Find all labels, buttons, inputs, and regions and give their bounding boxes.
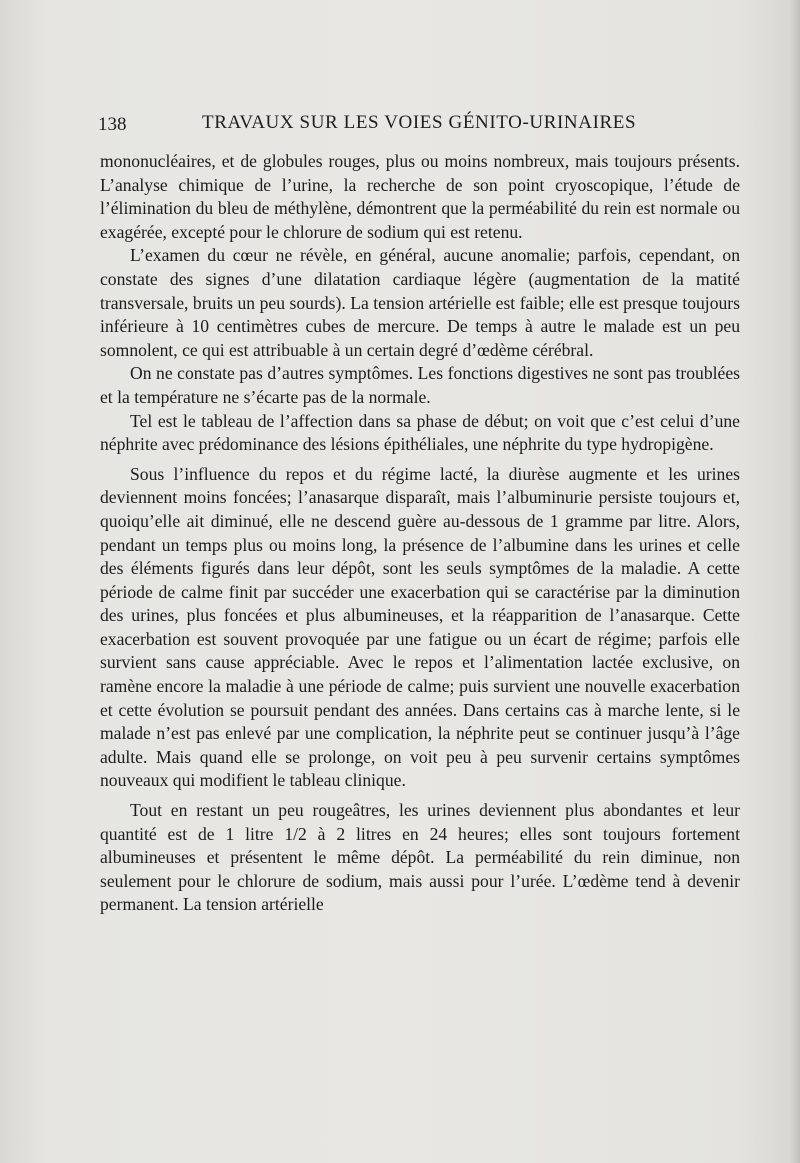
- paragraph-early-phase: Tel est le tableau de l’affection dans sa phase de début; on voit que c’est celui d’une néphrite avec prédominance des lésions épithéliales, une néphrite du type hydropigène.: [100, 410, 740, 455]
- body-text: [100, 150, 740, 917]
- page-number: 138: [98, 114, 127, 135]
- running-title: TRAVAUX SUR LES VOIES GÉNITO-URINAIRES: [202, 112, 637, 133]
- paragraph-late-phase: Tout en restant un peu rougeâtres, les urines deviennent plus abondantes et leur quantité est de 1 litre 1/2 à 2 litres en 24 heures; elles sont toujours fortement albumineuses et présentent le même dépôt. La perméabilité du rein diminue, non seulement pour le chlorure de sodium, mais aussi pour l’urée. L’œdème tend à devenir permanent. La tension artérielle: [100, 800, 740, 915]
- paragraph-continued: mononucléaires, et de globules rouges, plus ou moins nombreux, mais toujours présents. L’analyse chimique de l’urine, la recherche de son point cryoscopique, l’étude de l’élimination du bleu de méthylène, démontrent que la perméabilité du rein est normale ou exagérée, excepté pour le chlorure de sodium qui est retenu.: [100, 151, 740, 242]
- page-header: [98, 112, 738, 140]
- paragraph-heart-exam: L’examen du cœur ne révèle, en général, aucune anomalie; parfois, cependant, on constate des signes d’une dilatation cardiaque légère (augmentation de la matité transversale, bruits un peu sourds). La tension artérielle est faible; elle est presque toujours inférieure à 10 centimètres cubes de mercure. De temps à autre le malade est un peu somnolent, ce qui est attribuable à un certain degré d’œdème cérébral.: [100, 245, 740, 360]
- paragraph-other-symptoms: On ne constate pas d’autres symptômes. Les fonctions digestives ne sont pas troublées et la température ne s’écarte pas de la normale.: [100, 363, 740, 407]
- paragraph-evolution: Sous l’influence du repos et du régime lacté, la diurèse augmente et les urines deviennent moins foncées; l’anasarque disparaît, mais l’albuminurie persiste toujours et, quoiqu’elle ait diminué, elle ne descend guère au-dessous de 1 gramme par litre. Alors, pendant un temps plus ou moins long, la présence de l’albumine dans les urines et celle des éléments figurés dans leur dépôt, sont les seuls symptômes de la maladie. A cette période de calme finit par succéder une exacerbation qui se caractérise par la diminution des urines, plus foncées et plus albumineuses, et la réapparition de l’anasarque. Cette exacerbation est souvent provoquée par une fatigue ou un écart de régime; parfois elle survient sans cause appréciable. Avec le repos et l’alimentation lactée exclusive, on ramène encore la maladie à une période de calme; puis survient une nouvelle exacerbation et cette évolution se poursuit pendant des années. Dans certains cas à marche lente, si le malade n’est pas enlevé par une complication, la néphrite peut se continuer jusqu’à l’âge adulte. Mais quand elle se prolonge, on voit peu à peu survenir certains symptômes nouveaux qui modifient le tableau clinique.: [100, 463, 740, 791]
- page-edge-shadow: [790, 0, 800, 1163]
